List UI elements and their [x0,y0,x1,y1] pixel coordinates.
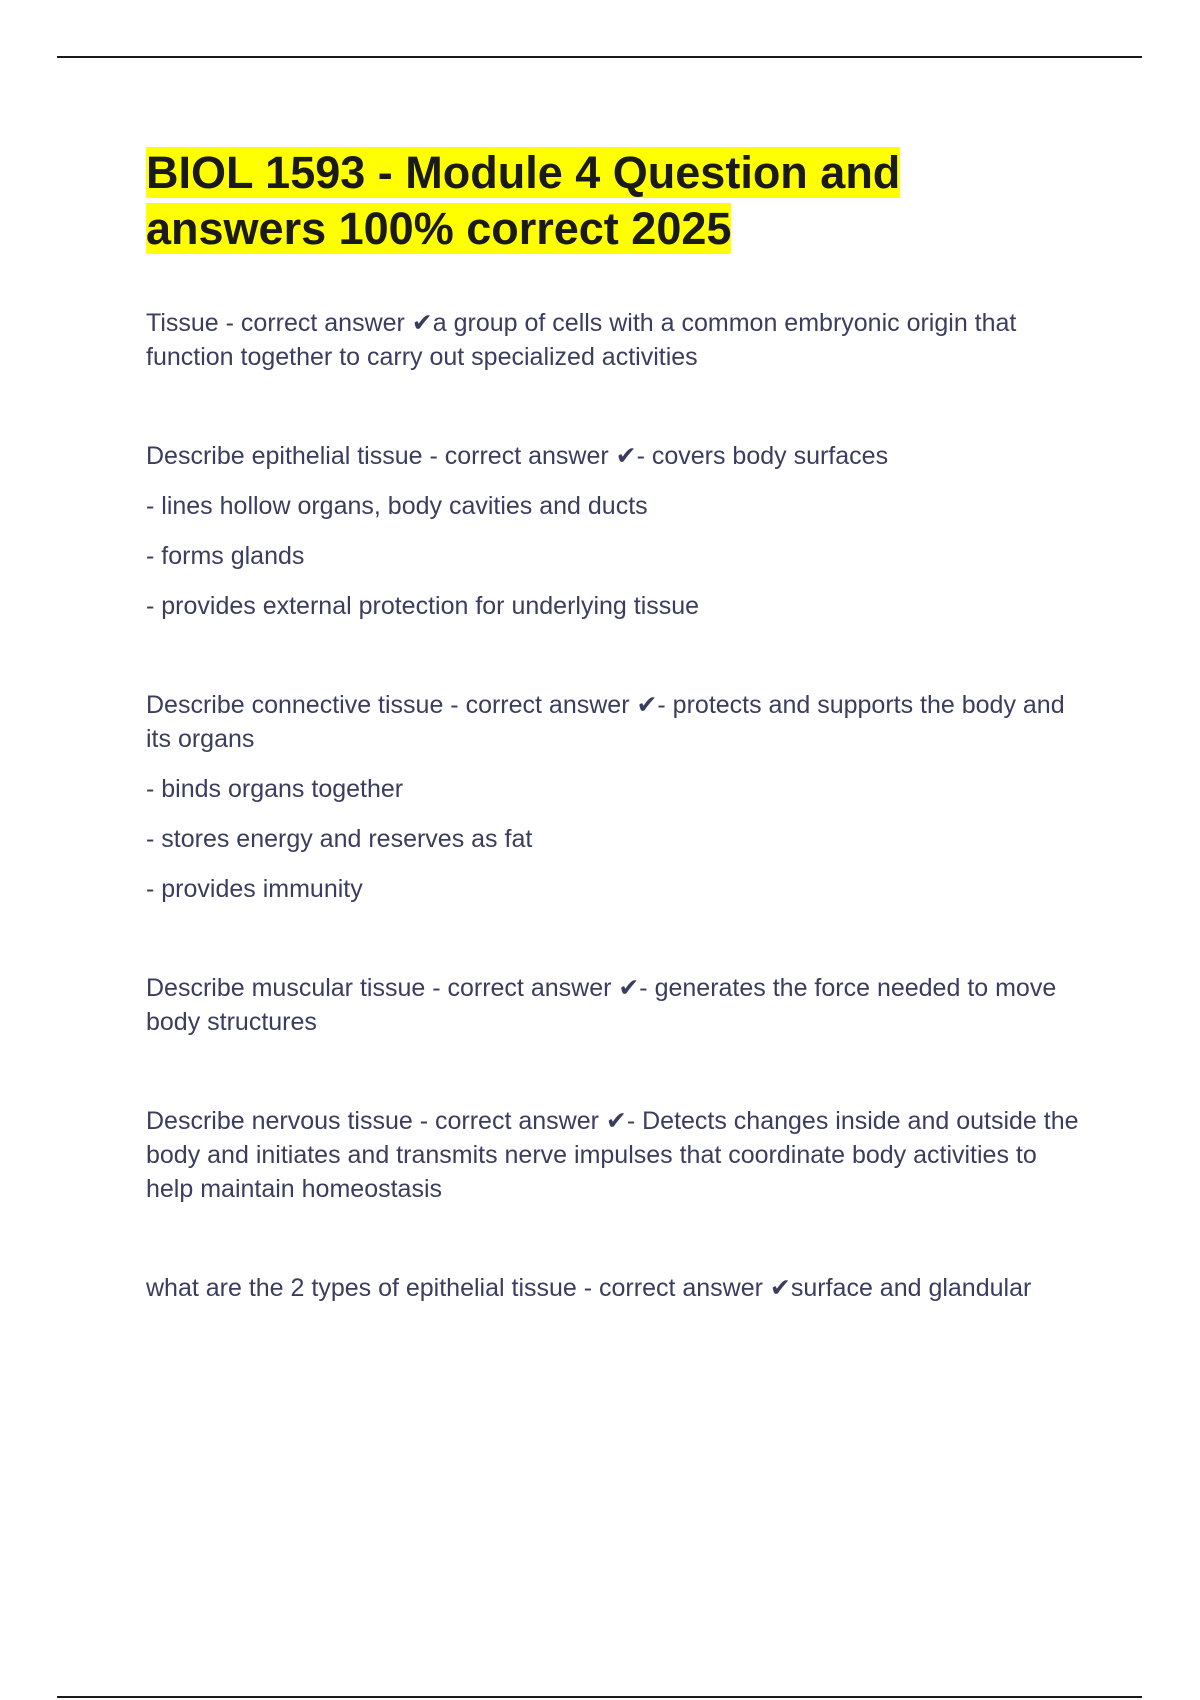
bottom-divider [57,1696,1142,1698]
top-divider [57,56,1142,58]
qa-line: - stores energy and reserves as fat [146,825,533,853]
qa-item [146,971,1086,1039]
document-title [146,145,1086,257]
qa-item [146,1271,1086,1305]
qa-list [146,306,1086,1305]
qa-item [146,1104,1086,1206]
qa-line: Describe epithelial tissue - correct answer ✔- covers body surfaces [146,442,889,470]
qa-line: what are the 2 types of epithelial tissue - correct answer ✔surface and glandular [146,1274,1032,1302]
qa-line: Describe nervous tissue - correct answer ✔- Detects changes inside and outside the body and initiates and transmits nerve impulses that coordinate body activities to help maintain homeostasis [146,1107,1079,1203]
qa-line: - lines hollow organs, body cavities and ducts [146,492,648,520]
qa-line: - forms glands [146,542,305,570]
document-body [146,145,1086,1370]
qa-line: Describe connective tissue - correct answer ✔- protects and supports the body and its organs [146,691,1065,753]
qa-line: Describe muscular tissue - correct answer ✔- generates the force needed to move body structures [146,974,1057,1036]
qa-item [146,688,1086,906]
qa-item [146,306,1086,374]
qa-line: - provides external protection for underlying tissue [146,592,700,620]
title-highlight: BIOL 1593 - Module 4 Question and answers 100% correct 2025 [146,147,901,254]
qa-line: - provides immunity [146,875,363,903]
qa-line: Tissue - correct answer ✔a group of cells with a common embryonic origin that function together to carry out specialized activities [146,309,1017,371]
qa-item [146,439,1086,623]
qa-line: - binds organs together [146,775,404,803]
